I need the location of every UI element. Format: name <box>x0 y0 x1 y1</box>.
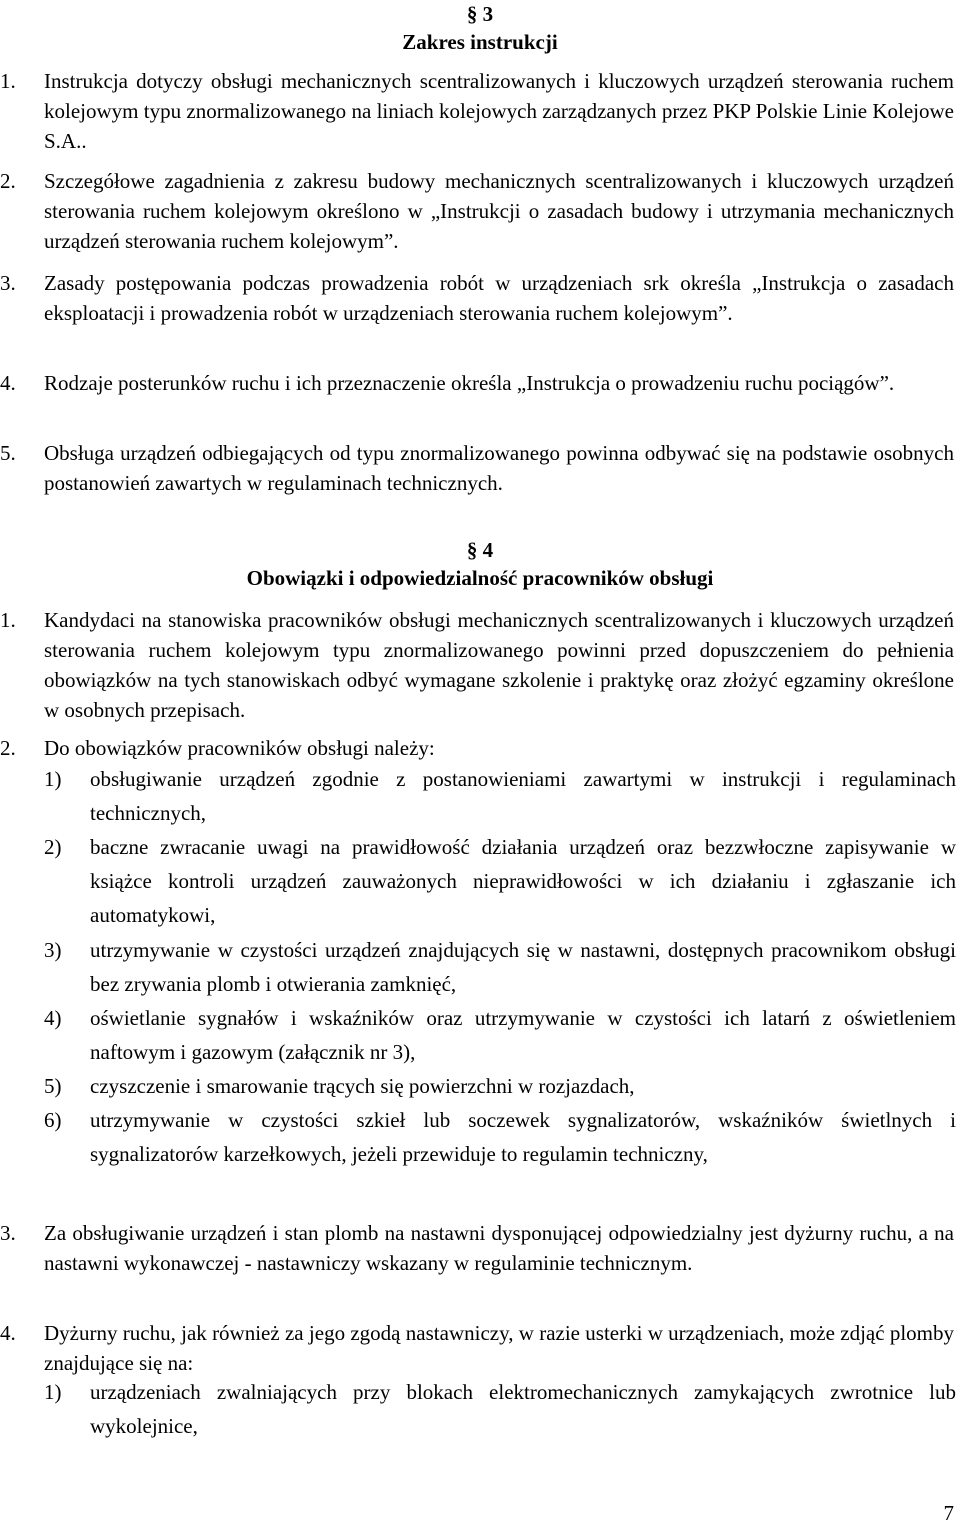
section-4-item-2 <box>0 733 960 763</box>
item-number: 1. <box>0 608 16 632</box>
item-text: Szczegółowe zagadnienia z zakresu budowy mechanicznych scentralizowanych i kluczowych urządzeń sterowania ruchem kolejowym określono w „Instrukcji o zasadach budowy i utrzymania mechanicznych urządzeń sterowania ruchem kolejowym”. <box>44 169 954 253</box>
item-number: 3. <box>0 1221 16 1245</box>
item-number: 2. <box>0 736 16 760</box>
duty-item-2 <box>44 830 956 932</box>
section-4-sign: § 4 <box>466 538 494 562</box>
duty-item-1 <box>44 762 956 830</box>
item-text: Do obowiązków pracowników obsługi należy: <box>44 736 435 760</box>
section-3-title: Zakres instrukcji <box>402 30 558 54</box>
subitem-text: czyszczenie i smarowanie trących się powierzchni w rozjazdach, <box>90 1074 635 1098</box>
subitem-text: baczne zwracanie uwagi na prawidłowość działania urządzeń oraz bezzwłoczne zapisywanie w książce kontroli urządzeń zauważonych nieprawidłowości w ich działaniu i zgłaszanie ich automatykowi, <box>90 835 956 927</box>
section-4-title: Obowiązki i odpowiedzialność pracowników obsługi <box>246 566 714 590</box>
section-3-sign: § 3 <box>466 2 494 26</box>
plomb-item-1 <box>44 1375 956 1443</box>
item-number: 4. <box>0 371 16 395</box>
section-3-item-1 <box>0 66 960 156</box>
item-text: Obsługa urządzeń odbiegających od typu znormalizowanego powinna odbywać się na podstawie osobnych postanowień zawartych w regulaminach technicznych. <box>44 441 954 495</box>
section-4-item-4 <box>0 1318 960 1378</box>
duty-item-6 <box>44 1103 956 1205</box>
section-3-item-4 <box>0 368 960 428</box>
item-text: Instrukcja dotyczy obsługi mechanicznych scentralizowanych i kluczowych urządzeń sterowania ruchem kolejowym typu znormalizowanego na liniach kolejowych zarządzanych przez PKP Polskie Linie Kolejowe S.A.. <box>44 69 954 153</box>
subitem-number: 6) <box>44 1108 62 1132</box>
item-number: 4. <box>0 1321 16 1345</box>
subitem-number: 4) <box>44 1006 62 1030</box>
subitem-text: oświetlanie sygnałów i wskaźników oraz utrzymywanie w czystości ich latarń z oświetleniem naftowym i gazowym (załącznik nr 3), <box>90 1006 956 1064</box>
item-number: 5. <box>0 441 16 465</box>
duty-item-3 <box>44 933 956 1001</box>
section-3-item-3 <box>0 268 960 358</box>
section-4-item-1 <box>0 605 960 725</box>
page-number: 7 <box>943 1501 954 1525</box>
subitem-number: 3) <box>44 938 62 962</box>
subitem-number: 5) <box>44 1074 62 1098</box>
subitem-number: 2) <box>44 835 62 859</box>
item-number: 2. <box>0 169 16 193</box>
item-text: Za obsługiwanie urządzeń i stan plomb na nastawni dysponującej odpowiedzialny jest dyżurny ruchu, a na nastawni wykonawczej - nastawniczy wskazany w regulaminie technicznym. <box>44 1221 954 1275</box>
duty-item-5 <box>44 1069 956 1103</box>
item-text: Rodzaje posterunków ruchu i ich przeznaczenie określa „Instrukcja o prowadzeniu ruchu pociągów”. <box>44 371 895 395</box>
subitem-text: utrzymywanie w czystości szkieł lub soczewek sygnalizatorów, wskaźników świetlnych i sygnalizatorów karzełkowych, jeżeli przewiduje to regulamin techniczny, <box>90 1108 956 1166</box>
item-text: Dyżurny ruchu, jak również za jego zgodą nastawniczy, w razie usterki w urządzeniach, może zdjąć plomby znajdujące się na: <box>44 1321 954 1375</box>
item-number: 3. <box>0 271 16 295</box>
subitem-text: utrzymywanie w czystości urządzeń znajdujących się w nastawni, dostępnych pracownikom obsługi bez zrywania plomb i otwierania zamknięć, <box>90 938 956 996</box>
duty-item-4 <box>44 1001 956 1069</box>
subitem-number: 1) <box>44 1380 62 1404</box>
item-number: 1. <box>0 69 16 93</box>
section-3-item-5 <box>0 438 960 498</box>
section-4-item-3 <box>0 1218 960 1308</box>
item-text: Zasady postępowania podczas prowadzenia robót w urządzeniach srk określa „Instrukcja o zasadach eksploatacji i prowadzenia robót w urządzeniach sterowania ruchem kolejowym”. <box>44 271 954 325</box>
subitem-text: obsługiwanie urządzeń zgodnie z postanowieniami zawartymi w instrukcji i regulaminach technicznych, <box>90 767 956 825</box>
item-text: Kandydaci na stanowiska pracowników obsługi mechanicznych scentralizowanych i kluczowych urządzeń sterowania ruchem kolejowym typu znormalizowanego powinni przed dopuszczeniem do pełnienia obowiązków na tych stanowiskach odbyć wymagane szkolenie i praktykę oraz złożyć egzaminy określone w osobnych przepisach. <box>44 608 954 722</box>
section-3-item-2 <box>0 166 960 256</box>
subitem-number: 1) <box>44 767 62 791</box>
subitem-text: urządzeniach zwalniających przy blokach elektromechanicznych zamykających zwrotnice lub wykolejnice, <box>90 1380 956 1438</box>
